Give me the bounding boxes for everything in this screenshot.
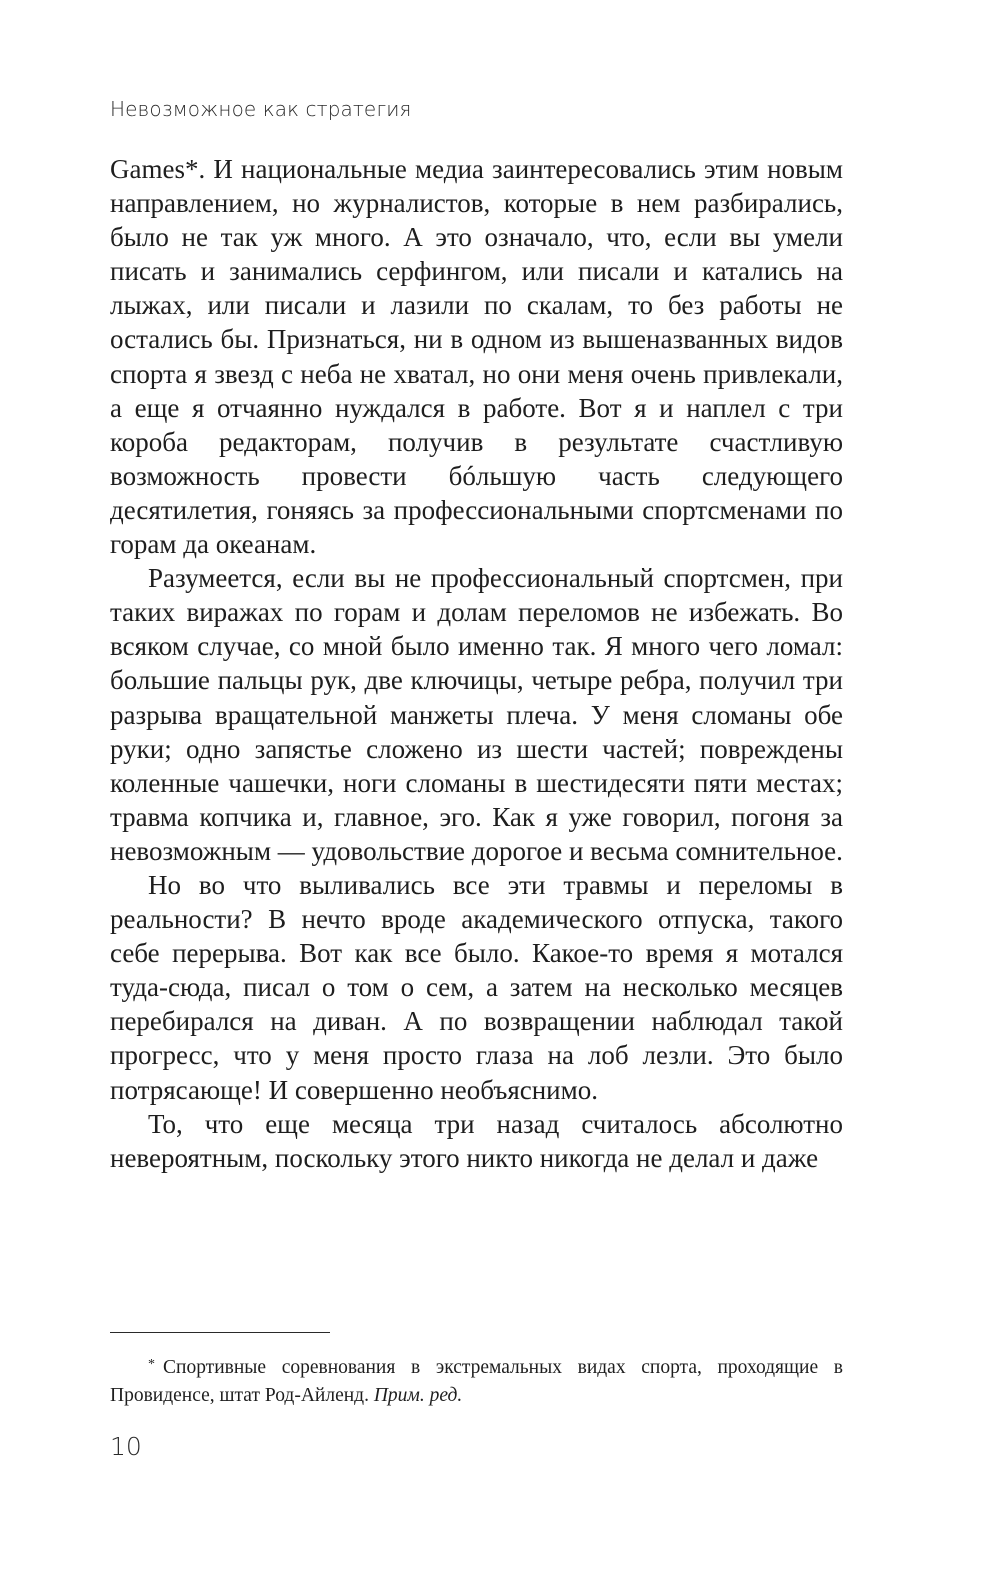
running-head: Невозможное как стратегия <box>110 97 412 121</box>
footnote-marker: * <box>148 1357 155 1372</box>
paragraph: То, что еще месяца три назад считалось абсолютно невероятным, поскольку этого никто никогда не делал и даже <box>110 1108 843 1173</box>
footnote <box>110 1351 843 1410</box>
paragraph: Разумеется, если вы не профессиональный спортсмен, при таких виражах по горам и долам переломов не избежать. Во всяком случае, со мной было именно так. Я много чего ломал: большие пальцы рук, две ключицы, четыре ребра, получил три разрыва вращательной манжеты плеча. У меня сломаны обе руки; одно запястье сложено из шести частей; повреждены коленные чашечки, ноги сломаны в шестидесяти пяти местах; травма копчика и, главное, эго. Как я уже говорил, погоня за невозможным — удовольствие дорогое и весьма сомнительное. <box>110 563 843 866</box>
footnote-text: Спортивные соревнования в экстремальных видах спорта, проходящие в Провиденсе, штат Род-Айленд. <box>110 1357 843 1406</box>
page-number: 10 <box>110 1432 142 1461</box>
paragraph: Но во что выливались все эти травмы и переломы в реальности? В нечто вроде академического отпуска, такого себе перерыва. Вот как все было. Какое-то время я мотался туда-сюда, писал о том о сем, а затем на несколько месяцев перебирался на диван. А по возвращении наблюдал такой прогресс, что у меня просто глаза на лоб лезли. Это было потрясающе! И совершенно необъяснимо. <box>110 869 843 1105</box>
footnote-divider <box>110 1332 330 1333</box>
footnote-editor-note: Прим. ред. <box>373 1385 463 1406</box>
main-text <box>110 152 843 1175</box>
paragraph: Games*. И национальные медиа заинтересовались этим новым направлением, но журналистов, которые в нем разбирались, было не так уж много. А это означало, что, если вы умели писать и занимались серфингом, или писали и катались на лыжах, или писали и лазили по скалам, то без работы не остались бы. Признаться, ни в одном из вышеназванных видов спорта я звезд с неба не хватал, но они меня очень привлекали, а еще я отчаянно нуждался в работе. Вот я и наплел с три короба редакторам, получив в результате счастливую возможность провести бóльшую часть следующего десятилетия, гоняясь за профессиональными спортсменами по горам да океанам. <box>110 154 843 560</box>
